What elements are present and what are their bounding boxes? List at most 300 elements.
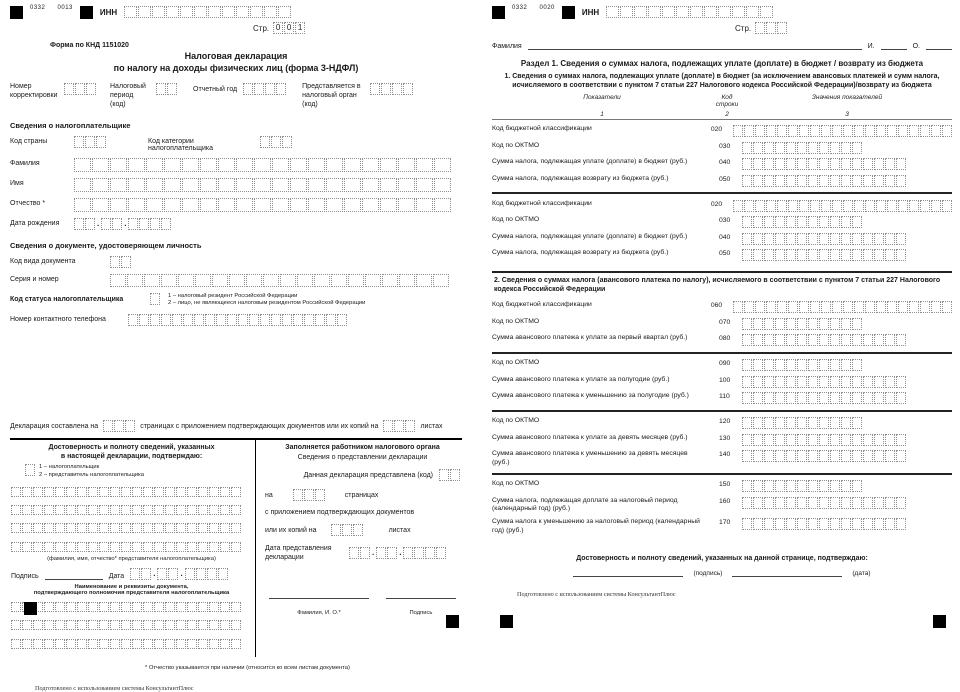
input-cell[interactable]: [99, 542, 109, 552]
input-cell[interactable]: [808, 175, 818, 187]
surname-input[interactable]: [74, 158, 451, 172]
input-cell[interactable]: 0: [273, 22, 283, 34]
input-cell[interactable]: [376, 547, 386, 559]
input-cell[interactable]: [786, 392, 796, 404]
input-cell[interactable]: [830, 249, 840, 261]
input-cell[interactable]: [216, 314, 226, 326]
input-cell[interactable]: [399, 274, 415, 287]
input-cell[interactable]: [920, 200, 930, 212]
row-value-cells[interactable]: [742, 417, 862, 429]
input-cell[interactable]: [819, 233, 829, 245]
report-year-input[interactable]: [243, 83, 286, 95]
input-cell[interactable]: [222, 6, 235, 18]
input-cell[interactable]: [753, 417, 763, 429]
input-cell[interactable]: [154, 505, 164, 515]
input-cell[interactable]: [154, 620, 164, 630]
input-cell[interactable]: [187, 639, 197, 649]
input-cell[interactable]: [733, 125, 743, 137]
input-cell[interactable]: [819, 417, 829, 429]
input-cell[interactable]: [22, 620, 32, 630]
row-value-cells[interactable]: [742, 518, 906, 530]
input-cell[interactable]: [775, 233, 785, 245]
input-cell[interactable]: [143, 639, 153, 649]
doc-type-input[interactable]: [110, 256, 131, 268]
input-cell[interactable]: [344, 198, 361, 212]
input-cell[interactable]: [852, 518, 862, 530]
input-cell[interactable]: [85, 136, 95, 148]
input-cell[interactable]: [874, 233, 884, 245]
input-cell[interactable]: [293, 314, 303, 326]
input-cell[interactable]: [231, 602, 241, 612]
input-cell[interactable]: [764, 142, 774, 154]
input-cell[interactable]: [841, 318, 851, 330]
person-type-input[interactable]: [25, 464, 35, 476]
input-cell[interactable]: [797, 158, 807, 170]
input-cell[interactable]: [777, 125, 787, 137]
input-cell[interactable]: [209, 523, 219, 533]
input-cell[interactable]: [786, 216, 796, 228]
input-cell[interactable]: [863, 376, 873, 388]
input-cell[interactable]: [74, 218, 84, 230]
input-cell[interactable]: [821, 200, 831, 212]
input-cell[interactable]: [387, 547, 397, 559]
input-cell[interactable]: [92, 178, 109, 192]
input-cell[interactable]: [931, 125, 941, 137]
input-cell[interactable]: [176, 602, 186, 612]
input-cell[interactable]: [742, 175, 752, 187]
input-cell[interactable]: [742, 434, 752, 446]
input-cell[interactable]: [205, 314, 215, 326]
input-cell[interactable]: [416, 198, 433, 212]
input-cell[interactable]: [742, 359, 752, 371]
input-cell[interactable]: [414, 547, 424, 559]
input-cell[interactable]: [733, 301, 743, 313]
input-cell[interactable]: [344, 178, 361, 192]
input-cell[interactable]: [786, 417, 796, 429]
input-cell[interactable]: [808, 417, 818, 429]
input-cell[interactable]: [172, 314, 182, 326]
input-cell[interactable]: [764, 318, 774, 330]
attestation-date-line[interactable]: [732, 567, 842, 577]
input-cell[interactable]: [44, 487, 54, 497]
input-cell[interactable]: [898, 125, 908, 137]
input-cell[interactable]: [896, 158, 906, 170]
input-cell[interactable]: [326, 198, 343, 212]
input-cell[interactable]: [852, 334, 862, 346]
input-cell[interactable]: [742, 497, 752, 509]
initial-i-line[interactable]: [881, 41, 907, 50]
input-cell[interactable]: [450, 469, 460, 481]
input-cell[interactable]: [808, 450, 818, 462]
input-cell[interactable]: [66, 542, 76, 552]
input-cell[interactable]: [819, 480, 829, 492]
input-cell[interactable]: [150, 218, 160, 230]
input-cell[interactable]: [841, 142, 851, 154]
input-cell[interactable]: [187, 523, 197, 533]
input-cell[interactable]: [157, 568, 167, 580]
input-cell[interactable]: [753, 142, 763, 154]
input-cell[interactable]: [249, 314, 259, 326]
submission-code-input[interactable]: [439, 469, 460, 481]
input-cell[interactable]: [843, 125, 853, 137]
input-cell[interactable]: [920, 125, 930, 137]
input-cell[interactable]: [766, 125, 776, 137]
input-cell[interactable]: [236, 158, 253, 172]
correction-input[interactable]: [64, 83, 96, 95]
input-cell[interactable]: [272, 158, 289, 172]
input-cell[interactable]: [154, 542, 164, 552]
input-cell[interactable]: [863, 434, 873, 446]
input-cell[interactable]: [88, 602, 98, 612]
input-cell[interactable]: [187, 542, 197, 552]
input-cell[interactable]: [337, 314, 347, 326]
input-cell[interactable]: [797, 142, 807, 154]
row-value-cells[interactable]: [733, 200, 952, 212]
input-cell[interactable]: [742, 216, 752, 228]
input-cell[interactable]: [810, 125, 820, 137]
input-cell[interactable]: [896, 334, 906, 346]
input-cell[interactable]: [218, 158, 235, 172]
input-cell[interactable]: [821, 301, 831, 313]
input-cell[interactable]: [112, 218, 122, 230]
input-cell[interactable]: [852, 359, 862, 371]
input-cell[interactable]: [841, 233, 851, 245]
input-cell[interactable]: [742, 158, 752, 170]
input-cell[interactable]: [775, 417, 785, 429]
input-cell[interactable]: [55, 639, 65, 649]
input-cell[interactable]: [77, 523, 87, 533]
input-cell[interactable]: [764, 376, 774, 388]
input-cell[interactable]: [874, 334, 884, 346]
input-cell[interactable]: [854, 200, 864, 212]
input-cell[interactable]: [830, 497, 840, 509]
input-cell[interactable]: [863, 518, 873, 530]
authority-doc-grid[interactable]: [11, 599, 252, 653]
input-cell[interactable]: [819, 158, 829, 170]
input-cell[interactable]: [885, 249, 895, 261]
input-cell[interactable]: [265, 83, 275, 95]
input-cell[interactable]: [183, 314, 193, 326]
input-cell[interactable]: [865, 301, 875, 313]
input-cell[interactable]: [797, 518, 807, 530]
input-cell[interactable]: [220, 542, 230, 552]
input-cell[interactable]: [753, 518, 763, 530]
input-cell[interactable]: [101, 218, 111, 230]
input-cell[interactable]: [841, 249, 851, 261]
input-cell[interactable]: [110, 523, 120, 533]
input-cell[interactable]: [797, 318, 807, 330]
input-cell[interactable]: [260, 314, 270, 326]
input-cell[interactable]: [380, 178, 397, 192]
input-cell[interactable]: [167, 83, 177, 95]
input-cell[interactable]: [852, 249, 862, 261]
input-cell[interactable]: [764, 158, 774, 170]
input-cell[interactable]: [121, 602, 131, 612]
input-cell[interactable]: [11, 505, 21, 515]
input-cell[interactable]: [121, 256, 131, 268]
input-cell[interactable]: [704, 6, 717, 18]
input-cell[interactable]: [760, 6, 773, 18]
input-cell[interactable]: [885, 233, 895, 245]
input-cell[interactable]: [121, 487, 131, 497]
input-cell[interactable]: [231, 639, 241, 649]
input-cell[interactable]: [753, 249, 763, 261]
input-cell[interactable]: [832, 200, 842, 212]
input-cell[interactable]: [753, 497, 763, 509]
input-cell[interactable]: [77, 505, 87, 515]
input-cell[interactable]: [92, 198, 109, 212]
input-cell[interactable]: [797, 480, 807, 492]
attestation-signature-line[interactable]: [573, 567, 683, 577]
input-cell[interactable]: [161, 218, 171, 230]
input-cell[interactable]: [308, 158, 325, 172]
input-cell[interactable]: [22, 487, 32, 497]
input-cell[interactable]: [212, 274, 228, 287]
input-cell[interactable]: [841, 376, 851, 388]
inn-input[interactable]: [606, 6, 773, 18]
input-cell[interactable]: [841, 497, 851, 509]
input-cell[interactable]: [764, 249, 774, 261]
input-cell[interactable]: [370, 83, 380, 95]
input-cell[interactable]: [398, 158, 415, 172]
input-cell[interactable]: [168, 568, 178, 580]
input-cell[interactable]: [830, 480, 840, 492]
input-cell[interactable]: [326, 178, 343, 192]
inn-input[interactable]: [124, 6, 291, 18]
input-cell[interactable]: [766, 301, 776, 313]
input-cell[interactable]: [799, 200, 809, 212]
input-cell[interactable]: [885, 334, 895, 346]
input-cell[interactable]: [852, 480, 862, 492]
input-cell[interactable]: [180, 6, 193, 18]
input-cell[interactable]: [788, 200, 798, 212]
input-cell[interactable]: [786, 334, 796, 346]
input-cell[interactable]: [841, 434, 851, 446]
input-cell[interactable]: [830, 318, 840, 330]
input-cell[interactable]: [66, 639, 76, 649]
input-cell[interactable]: [77, 487, 87, 497]
input-cell[interactable]: [276, 83, 286, 95]
input-cell[interactable]: [33, 487, 43, 497]
input-cell[interactable]: [852, 497, 862, 509]
input-cell[interactable]: [382, 274, 398, 287]
input-cell[interactable]: [198, 505, 208, 515]
input-cell[interactable]: [110, 178, 127, 192]
input-cell[interactable]: [797, 216, 807, 228]
input-cell[interactable]: [753, 392, 763, 404]
input-cell[interactable]: [830, 417, 840, 429]
input-cell[interactable]: [885, 518, 895, 530]
input-cell[interactable]: [830, 518, 840, 530]
input-cell[interactable]: [110, 639, 120, 649]
input-cell[interactable]: [764, 480, 774, 492]
input-cell[interactable]: [121, 542, 131, 552]
input-cell[interactable]: [852, 434, 862, 446]
input-cell[interactable]: [885, 376, 895, 388]
input-cell[interactable]: [132, 602, 142, 612]
input-cell[interactable]: [808, 158, 818, 170]
input-cell[interactable]: 1: [295, 22, 305, 34]
input-cell[interactable]: [231, 542, 241, 552]
input-cell[interactable]: [863, 158, 873, 170]
input-cell[interactable]: [77, 542, 87, 552]
input-cell[interactable]: [66, 487, 76, 497]
input-cell[interactable]: [830, 450, 840, 462]
input-cell[interactable]: [742, 450, 752, 462]
input-cell[interactable]: [165, 542, 175, 552]
input-cell[interactable]: [187, 620, 197, 630]
official-name-line[interactable]: [269, 589, 369, 599]
input-cell[interactable]: [176, 523, 186, 533]
input-cell[interactable]: [198, 542, 208, 552]
input-cell[interactable]: [25, 464, 35, 476]
input-cell[interactable]: [874, 249, 884, 261]
input-cell[interactable]: [314, 274, 330, 287]
input-cell[interactable]: [139, 314, 149, 326]
input-cell[interactable]: [931, 301, 941, 313]
authority-code-input[interactable]: [370, 83, 413, 95]
initial-o-line[interactable]: [926, 41, 952, 50]
input-cell[interactable]: [753, 318, 763, 330]
input-cell[interactable]: [841, 158, 851, 170]
input-cell[interactable]: [143, 523, 153, 533]
input-cell[interactable]: [344, 158, 361, 172]
input-cell[interactable]: [11, 639, 21, 649]
input-cell[interactable]: [185, 568, 195, 580]
input-cell[interactable]: [896, 233, 906, 245]
input-cell[interactable]: [788, 125, 798, 137]
input-cell[interactable]: [164, 198, 181, 212]
input-cell[interactable]: [887, 200, 897, 212]
firstname-input[interactable]: [74, 178, 451, 192]
input-cell[interactable]: [718, 6, 731, 18]
input-cell[interactable]: [852, 142, 862, 154]
input-cell[interactable]: [143, 487, 153, 497]
row-value-cells[interactable]: [733, 125, 952, 137]
pages-count-input[interactable]: [103, 420, 135, 432]
row-value-cells[interactable]: [742, 359, 862, 371]
input-cell[interactable]: [360, 547, 370, 559]
input-cell[interactable]: [830, 142, 840, 154]
input-cell[interactable]: [786, 359, 796, 371]
input-cell[interactable]: [909, 200, 919, 212]
input-cell[interactable]: [128, 178, 145, 192]
input-cell[interactable]: [128, 198, 145, 212]
input-cell[interactable]: [231, 505, 241, 515]
input-cell[interactable]: [425, 547, 435, 559]
input-cell[interactable]: [896, 450, 906, 462]
input-cell[interactable]: [742, 318, 752, 330]
input-cell[interactable]: [282, 136, 292, 148]
input-cell[interactable]: [227, 314, 237, 326]
input-cell[interactable]: [876, 125, 886, 137]
input-cell[interactable]: [348, 274, 364, 287]
input-cell[interactable]: [55, 487, 65, 497]
input-cell[interactable]: [362, 198, 379, 212]
input-cell[interactable]: [187, 487, 197, 497]
input-cell[interactable]: [808, 376, 818, 388]
input-cell[interactable]: [775, 175, 785, 187]
birthdate-input[interactable]: . .: [74, 218, 171, 230]
input-cell[interactable]: [662, 6, 675, 18]
input-cell[interactable]: [11, 487, 21, 497]
input-cell[interactable]: [841, 334, 851, 346]
input-cell[interactable]: [176, 620, 186, 630]
input-cell[interactable]: [920, 301, 930, 313]
input-cell[interactable]: [128, 314, 138, 326]
row-value-cells[interactable]: [742, 233, 906, 245]
input-cell[interactable]: [124, 6, 137, 18]
input-cell[interactable]: [896, 497, 906, 509]
input-cell[interactable]: [218, 178, 235, 192]
row-value-cells[interactable]: [742, 376, 906, 388]
input-cell[interactable]: [764, 233, 774, 245]
input-cell[interactable]: [885, 450, 895, 462]
input-cell[interactable]: [775, 497, 785, 509]
input-cell[interactable]: [777, 200, 787, 212]
input-cell[interactable]: [403, 547, 413, 559]
input-cell[interactable]: [218, 568, 228, 580]
input-cell[interactable]: [110, 158, 127, 172]
input-cell[interactable]: [775, 376, 785, 388]
input-cell[interactable]: [755, 200, 765, 212]
input-cell[interactable]: [66, 523, 76, 533]
input-cell[interactable]: [11, 523, 21, 533]
input-cell[interactable]: [797, 233, 807, 245]
input-cell[interactable]: [88, 542, 98, 552]
input-cell[interactable]: [220, 523, 230, 533]
input-cell[interactable]: [161, 274, 177, 287]
input-cell[interactable]: [11, 542, 21, 552]
tax-period-input[interactable]: [156, 83, 177, 95]
input-cell[interactable]: [380, 158, 397, 172]
input-cell[interactable]: [841, 216, 851, 228]
input-cell[interactable]: [434, 198, 451, 212]
input-cell[interactable]: [852, 392, 862, 404]
input-cell[interactable]: [138, 6, 151, 18]
input-cell[interactable]: [775, 334, 785, 346]
input-cell[interactable]: [852, 376, 862, 388]
input-cell[interactable]: [775, 158, 785, 170]
input-cell[interactable]: [194, 314, 204, 326]
official-pages-input[interactable]: [293, 489, 325, 501]
input-cell[interactable]: [150, 314, 160, 326]
input-cell[interactable]: [254, 198, 271, 212]
input-cell[interactable]: [165, 505, 175, 515]
official-sheets-input[interactable]: [331, 524, 363, 536]
input-cell[interactable]: [764, 392, 774, 404]
input-cell[interactable]: [876, 200, 886, 212]
input-cell[interactable]: [863, 392, 873, 404]
input-cell[interactable]: [764, 450, 774, 462]
input-cell[interactable]: [165, 602, 175, 612]
row-value-cells[interactable]: [742, 334, 906, 346]
input-cell[interactable]: [830, 216, 840, 228]
input-cell[interactable]: [362, 158, 379, 172]
input-cell[interactable]: [753, 434, 763, 446]
input-cell[interactable]: [865, 125, 875, 137]
input-cell[interactable]: [830, 434, 840, 446]
input-cell[interactable]: [874, 376, 884, 388]
input-cell[interactable]: [231, 487, 241, 497]
row-value-cells[interactable]: [742, 175, 906, 187]
input-cell[interactable]: [22, 542, 32, 552]
input-cell[interactable]: [819, 359, 829, 371]
input-cell[interactable]: [362, 178, 379, 192]
input-cell[interactable]: [236, 178, 253, 192]
input-cell[interactable]: [331, 274, 347, 287]
input-cell[interactable]: [797, 417, 807, 429]
